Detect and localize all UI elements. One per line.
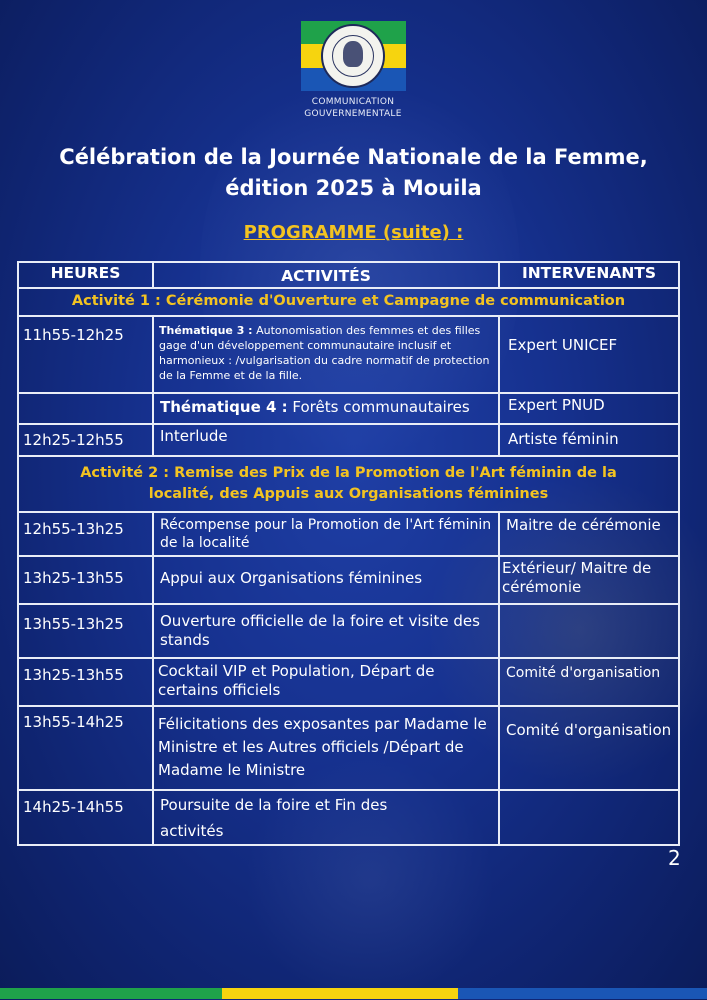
header-hours: HEURES — [50, 264, 121, 282]
activity-1-heading: Activité 1 : Cérémonie d'Ouverture et Campagne de communication — [71, 293, 626, 309]
title-line-1: Célébration de la Journée Nationale de la Femme, — [59, 145, 648, 169]
row-time: 13h55-13h25 — [23, 615, 124, 633]
row-topic — [160, 398, 496, 417]
table-line — [17, 455, 680, 457]
table-line — [17, 423, 680, 425]
table-line — [17, 315, 680, 317]
table-border-bottom — [17, 844, 680, 846]
table-border-right — [678, 261, 680, 846]
topic-text: Autonomisation des femmes et des filles gage d'un développement communautaire inclusif et harmonieux : /vulgarisation du cadre normatif de protection de la Femme et de la fille. — [159, 324, 490, 382]
column-separator — [498, 511, 500, 846]
row-speaker: Comité d'organisation — [506, 665, 661, 681]
title-line-2: édition 2025 à Mouila — [225, 176, 482, 200]
row-speaker: Maitre de cérémonie — [506, 516, 661, 534]
row-activity: Poursuite de la foire et Fin des activités — [160, 796, 388, 840]
row-activity: Appui aux Organisations féminines — [160, 569, 423, 587]
page-title — [10, 142, 697, 204]
row-activity: Félicitations des exposantes par Madame le Ministre et les Autres officiels /Départ de Madame le Ministre — [158, 715, 487, 779]
row-topic — [159, 323, 495, 383]
table-line — [17, 603, 680, 605]
row-time: 11h55-12h25 — [23, 326, 124, 344]
footer-flag-stripe — [0, 988, 707, 999]
program-table — [17, 261, 680, 846]
topic-text: Forêts communautaires — [292, 398, 470, 416]
activity-2-line-1: Activité 2 : Remise des Prix de la Promotion de l'Art féminin de la — [80, 465, 617, 481]
table-line — [17, 392, 680, 394]
row-time: 14h25-14h55 — [23, 798, 124, 816]
brand-line-1: COMMUNICATION — [311, 97, 395, 107]
row-activity: Interlude — [160, 427, 228, 445]
row-time: 13h25-13h55 — [23, 569, 124, 587]
header-speakers: INTERVENANTS — [521, 264, 657, 282]
row-activity: Ouverture officielle de la foire et visite des stands — [160, 612, 480, 649]
seal-figure — [343, 41, 363, 67]
table-line — [17, 657, 680, 659]
page-number: 2 — [668, 846, 681, 870]
row-activity: Cocktail VIP et Population, Départ de certains officiels — [158, 662, 435, 699]
row-speaker: Comité d'organisation — [506, 721, 672, 739]
row-time: 12h25-12h55 — [23, 431, 124, 449]
topic-label: Thématique 3 : — [159, 324, 253, 337]
brand-line-2: GOUVERNEMENTALE — [304, 109, 402, 119]
footer-stripe-yellow — [222, 988, 458, 999]
row-speaker: Expert UNICEF — [508, 336, 618, 354]
topic-label: Thématique 4 : — [160, 398, 288, 416]
table-line — [17, 287, 680, 289]
column-separator — [498, 315, 500, 457]
table-line — [17, 705, 680, 707]
table-line — [17, 511, 680, 513]
row-speaker: Extérieur/ Maitre de cérémonie — [502, 559, 652, 596]
footer-stripe-green — [0, 988, 222, 999]
table-border-left — [17, 261, 19, 846]
activity-2-line-2: localité, des Appuis aux Organisations féminines — [148, 486, 549, 502]
row-activity: Récompense pour la Promotion de l'Art féminin de la localité — [160, 517, 492, 551]
header-activities: ACTIVITÉS — [281, 267, 371, 285]
footer-stripe-blue — [458, 988, 707, 999]
table-line — [17, 789, 680, 791]
row-time: 13h55-14h25 — [23, 713, 124, 731]
program-subtitle: PROGRAMME (suite) : — [243, 222, 464, 243]
row-time: 13h25-13h55 — [23, 666, 124, 684]
row-speaker: Artiste féminin — [508, 430, 619, 448]
column-separator — [152, 315, 154, 457]
republic-seal-icon — [321, 24, 385, 88]
table-line — [17, 555, 680, 557]
table-border-top — [17, 261, 680, 263]
column-separator — [152, 511, 154, 846]
activity-2-heading — [19, 463, 678, 505]
row-speaker: Expert PNUD — [508, 396, 605, 414]
row-time: 12h55-13h25 — [23, 520, 124, 538]
